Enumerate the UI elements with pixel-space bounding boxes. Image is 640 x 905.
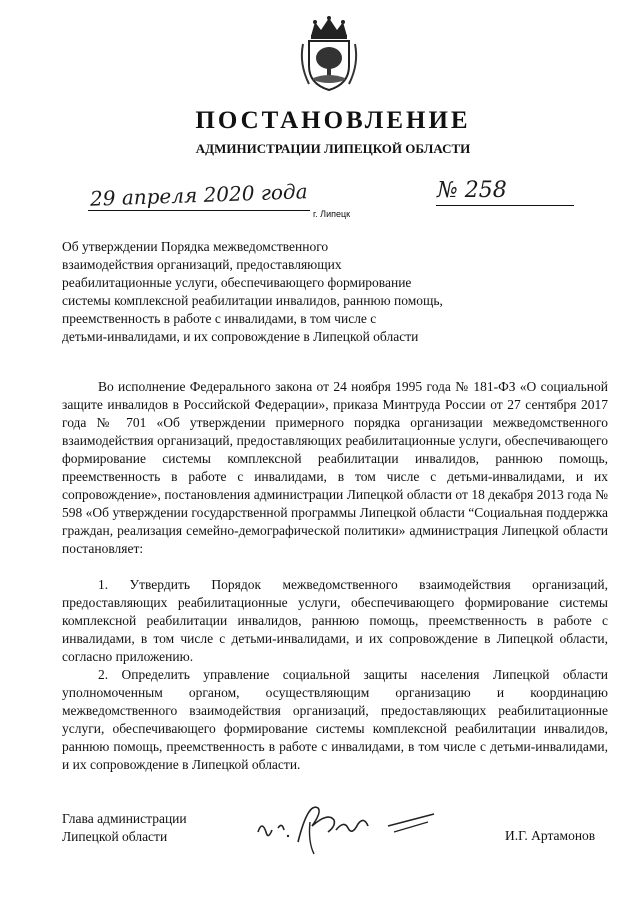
number-underline [436,205,574,206]
document-city: г. Липецк [313,209,351,219]
subject-line: взаимодействия организаций, предоставляющих [62,257,342,272]
signatory-position-line: Глава администрации [62,811,187,826]
signatory-name: И.Г. Артамонов [505,828,596,843]
date-underline [88,210,310,211]
signatory-position [62,810,187,846]
preamble-paragraph: Во исполнение Федерального закона от 24 ноября 1995 года № 181-ФЗ «О социальной защите инвалидов в Российской Федерации», приказа Минтруда России от 27 сентября 2017 года № 701 «Об утверждении примерного порядка организации межведомственного взаимодействия организаций, предоставляющих реабилитационные услуги, обеспечивающего формирование системы комплексной реабилитации инвалидов, раннюю помощь, преемственность в работе с инвалидами, в том числе с детьми-инвалидами, и их сопровождение», постановления администрации Липецкой области от 18 декабря 2013 года № 598 «Об утверждении государственной программы Липецкой области “Социальная поддержка граждан, реализация семейно-демографической политики» администрация Липецкой области постановляет: [62,379,608,556]
issuing-authority: АДМИНИСТРАЦИИ ЛИПЕЦКОЙ ОБЛАСТИ [195,141,471,156]
document-date: 29 апреля 2020 года [89,179,308,211]
decision-item-2: 2. Определить управление социальной защиты населения Липецкой области уполномоченным органом, осуществляющим организацию и координацию межведомственного взаимодействия организаций, предоставляющих реабилитационные услуги, обеспечивающего формирование системы комплексной реабилитации инвалидов, раннюю помощь, преемственность в работе с инвалидами, в том числе с детьми-инвалидами, и их сопровождение в Липецкой области. [62,667,608,772]
document-number: № 258 [437,178,507,203]
subject-line: системы комплексной реабилитации инвалидов, раннюю помощь, [62,293,443,308]
subject-line: преемственность в работе с инвалидами, в том числе с [62,311,377,326]
document-body [62,378,608,774]
lipetsk-coat-of-arms-icon [297,14,361,92]
page-title: ПОСТАНОВЛЕНИЕ [195,107,471,134]
signatory-position-line: Липецкой области [62,829,168,844]
decision-item-1: 1. Утвердить Порядок межведомственного взаимодействия организаций, предоставляющих реабилитационные услуги, обеспечивающего формирование системы комплексной реабилитации инвалидов, раннюю помощь, преемственность в работе с инвалидами, в том числе с детьми-инвалидами, и их сопровождение в Липецкой области, согласно приложению. [62,577,608,664]
subject-line: реабилитационные услуги, обеспечивающего формирование [62,275,412,290]
document-subject [62,238,482,346]
handwritten-signature [248,792,448,862]
subject-line: Об утверждении Порядка межведомственного [62,239,329,254]
subject-line: детьми-инвалидами, и их сопровождение в Липецкой области [62,329,419,344]
